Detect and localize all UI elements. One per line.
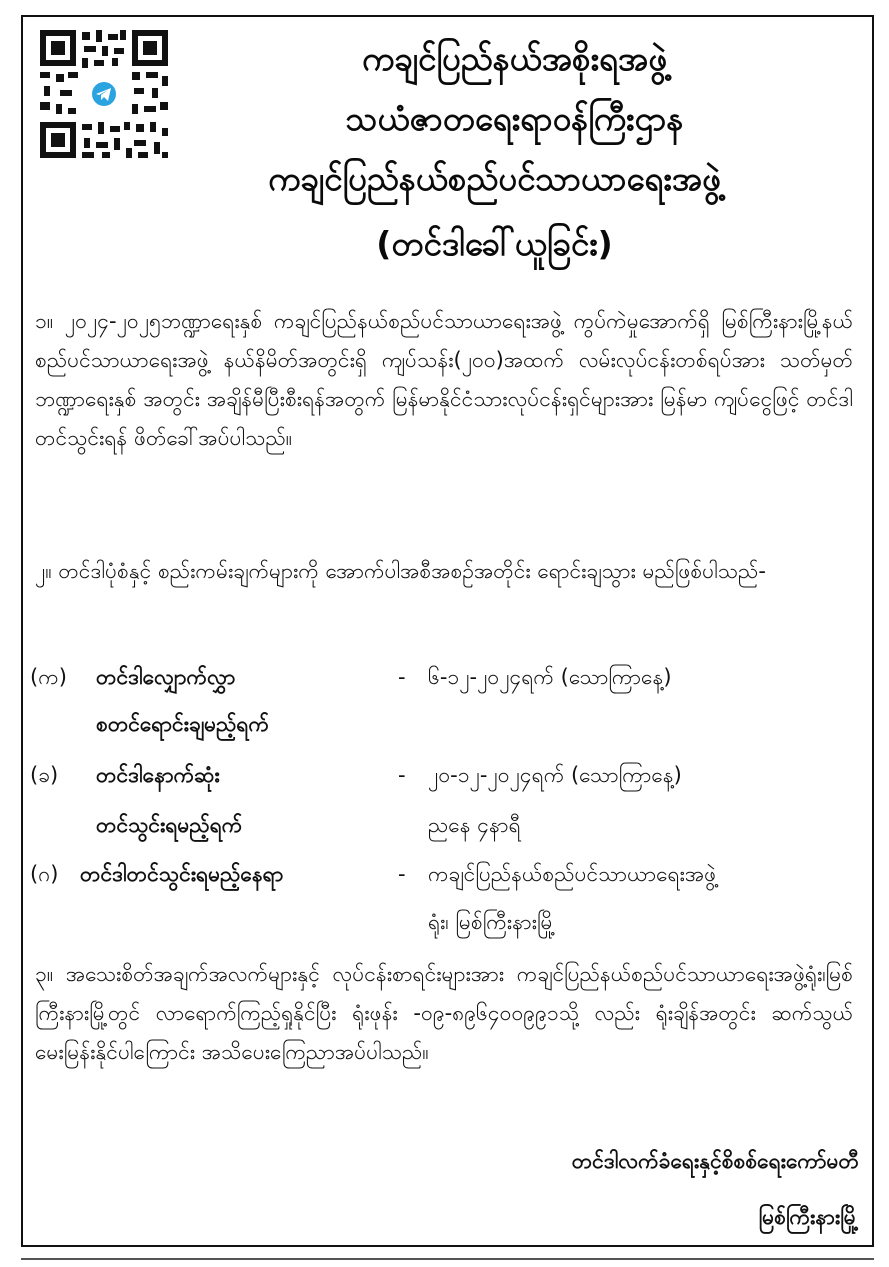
header-line-ministry: သယံဇာတရေးရာဝန်ကြီးဌာန (345, 99, 684, 138)
schedule-dash: - (398, 763, 406, 787)
qr-code[interactable] (38, 28, 170, 160)
paragraph-1: ၁။ ၂၀၂၄-၂၀၂၅ဘဏ္ဍာရေးနှစ် ကချင်ပြည်နယ်စည်ပင်သာယာရေးအဖွဲ့ ကွပ်ကဲမှုအောက်ရှိ မြစ်ကြီးနားမြို့နယ်စည်ပင်သာယာရေးအဖွဲ့ နယ်နိမိတ်အတွင်းရှိ ကျပ်သန်း(၂၀၀)အထက် လမ်းလုပ်ငန်းတစ်ရပ်အား သတ်မှတ်ဘဏ္ဍာရေးနှစ် အတွင်း အချိန်မီပြီးစီးရန်အတွက် မြန်မာနိုင်ငံသားလုပ်ငန်းရှင်များအား မြန်မာ ကျပ်ငွေဖြင့် တင်ဒါတင်သွင်းရန် ဖိတ်ခေါ်အပ်ပါသည်။ (35, 309, 853, 450)
signature-location: မြစ်ကြီးနားမြို့ (758, 1205, 859, 1229)
paragraph-2: ၂။ တင်ဒါပုံစံနှင့် စည်းကမ်းချက်များကို အောက်ပါအစီအစဉ်အတိုင်း ရောင်းချသွား မည်ဖြစ်ပါသည်- (35, 559, 766, 583)
schedule-mark: (ဂ) (30, 862, 59, 886)
signature-committee: တင်ဒါလက်ခံရေးနှင့်စိစစ်ရေးကော်မတီ (571, 1149, 859, 1173)
schedule-label: တင်ဒါနောက်ဆုံး (96, 763, 220, 787)
schedule-value: ကချင်ပြည်နယ်စည်ပင်သာယာရေးအဖွဲ့ (428, 862, 717, 886)
header-line-government: ကချင်ပြည်နယ်အစိုးရအဖွဲ့ (361, 39, 668, 78)
schedule-dash: - (398, 862, 406, 886)
schedule-label-cont: တင်သွင်းရမည့်ရက် (96, 813, 243, 837)
schedule-mark: (က) (30, 665, 67, 689)
paragraph-3: ၃။ အသေးစိတ်အချက်အလက်များနှင့် လုပ်ငန်းစာရင်းများအား ကချင်ပြည်နယ်စည်ပင်သာယာရေးအဖွဲ့ရုံး၊မြစ်ကြီးနားမြို့တွင် လာရောက်ကြည့်ရှုနိုင်ပြီး ရုံးဖုန်း -၀၉-၈၉၆၄၀၀၉၉၁သို့ လည်း ရုံးချိန်အတွင်း ဆက်သွယ်မေးမြန်းနိုင်ပါကြောင်း အသိပေးကြေညာအပ်ပါသည်။ (35, 962, 853, 1064)
schedule-label: တင်ဒါတင်သွင်းရမည့်နေရာ (80, 862, 284, 886)
schedule-label: တင်ဒါလျှောက်လွှာ (96, 665, 236, 689)
schedule-label-cont: စတင်ရောင်းချမည့်ရက် (96, 712, 270, 736)
schedule-value-cont: ညနေ ၄နာရီ (428, 813, 521, 837)
header-line-committee: ကချင်ပြည်နယ်စည်ပင်သာယာရေးအဖွဲ့ (268, 159, 721, 198)
schedule-dash: - (398, 665, 406, 689)
schedule-value-cont: ရုံး၊ မြစ်ကြီးနားမြို့ (428, 910, 556, 934)
page-title: (တင်ဒါခေါ်ယူခြင်း) (376, 224, 613, 263)
schedule-mark: (ခ) (30, 763, 59, 787)
divider (21, 1258, 874, 1260)
schedule-value: ၂၀-၁၂-၂၀၂၄ရက် (သောကြာနေ့) (428, 763, 682, 787)
schedule-value: ၆-၁၂-၂၀၂၄ရက် (သောကြာနေ့) (428, 665, 672, 689)
